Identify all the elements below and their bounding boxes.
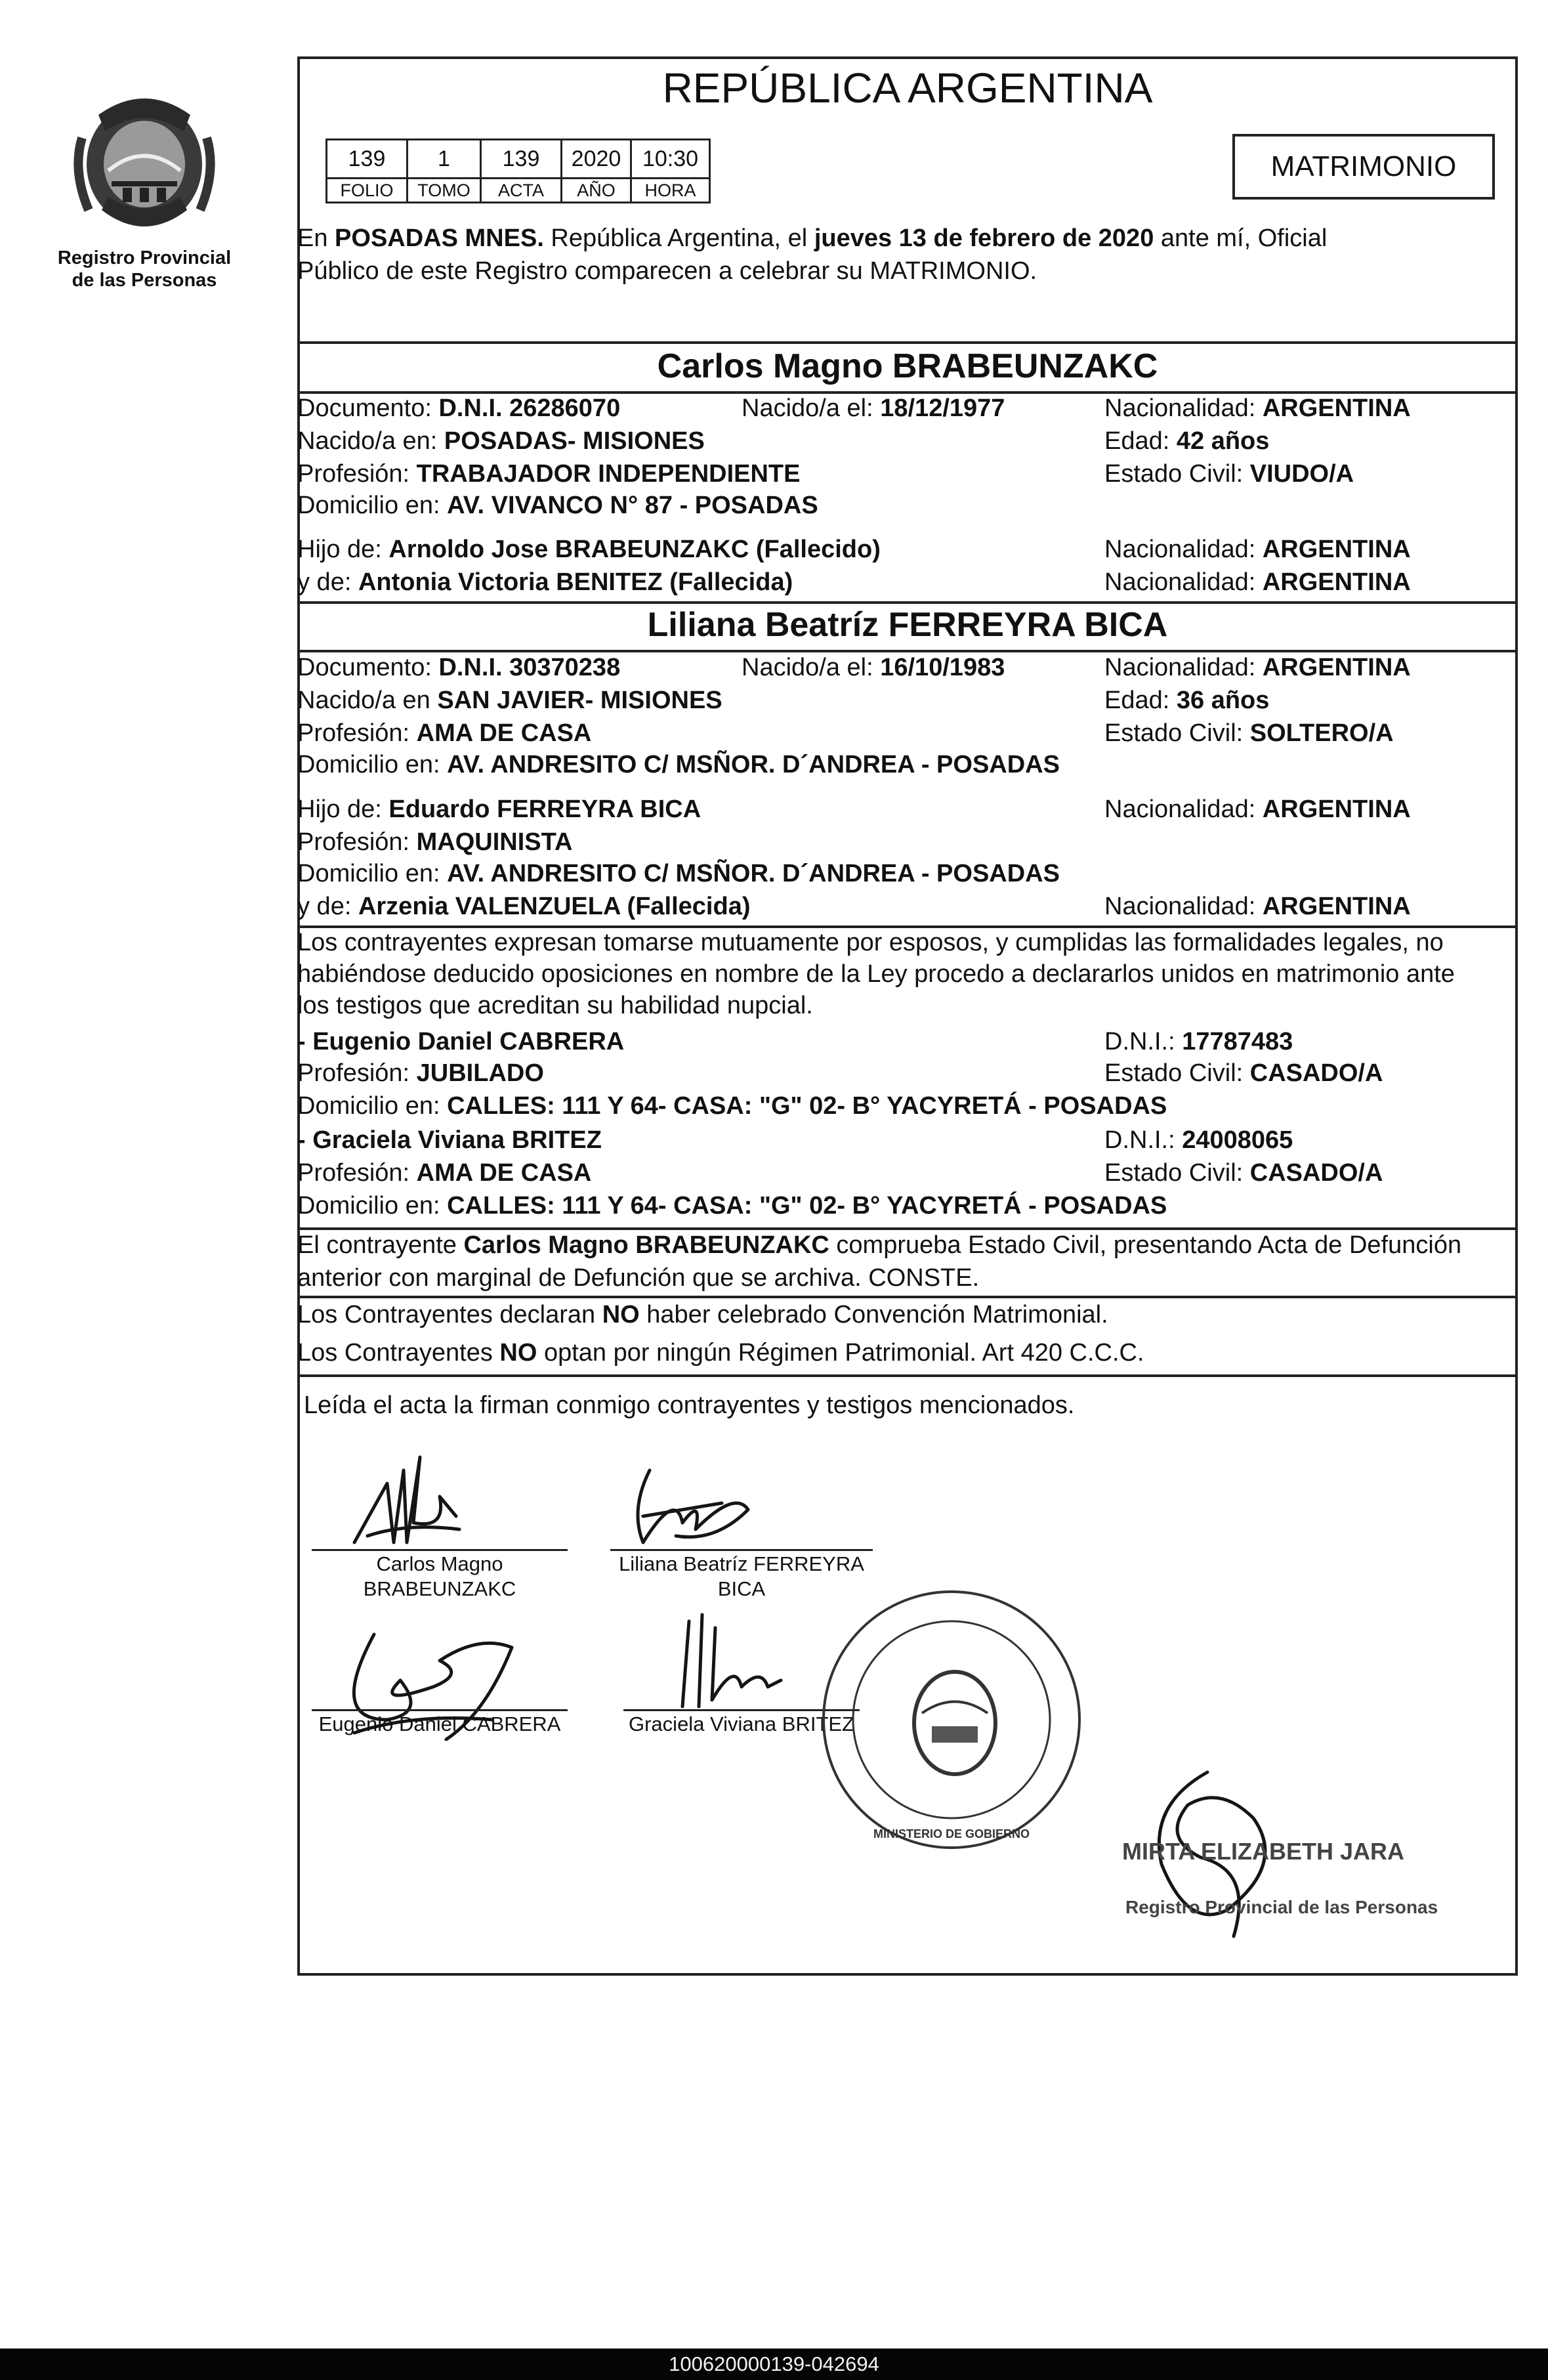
field-value: MAQUINISTA [416,828,573,856]
divider [297,601,1518,604]
spouse1-estado-civil [1104,457,1354,490]
spouse2-nacido-el [742,651,1005,684]
field-value: Antonia Victoria BENITEZ (Fallecida) [358,568,793,596]
intro-date: jueves 13 de febrero de 2020 [814,224,1154,252]
spouse1-madre [297,566,793,599]
field-value: SOLTERO/A [1249,719,1394,747]
svg-text:MINISTERIO DE GOBIERNO: MINISTERIO DE GOBIERNO [873,1827,1030,1840]
intro-text: En [297,224,335,252]
field-label: Profesión: [297,828,417,856]
convention-text: Los Contrayentes [297,1339,500,1367]
field-label: Estado Civil: [1104,719,1250,747]
convention-text: optan por ningún Régimen Patrimonial. Art 420 C.C.C. [537,1339,1144,1367]
field-label: Estado Civil: [1104,460,1250,488]
field-label: Nacionalidad: [1104,893,1263,920]
field-value: ARGENTINA [1262,654,1411,681]
field-value: ARGENTINA [1262,394,1411,422]
acta-label: ACTA [481,179,562,203]
witness1-profesion [297,1057,544,1090]
note-line-1 [297,1229,1461,1262]
field-value: AV. VIVANCO N° 87 - POSADAS [447,492,818,519]
field-label: Nacido/a en [297,687,438,714]
divider [297,341,1518,344]
document-id-bar: 100620000139-042694 [0,2348,1548,2380]
divider [297,1374,1518,1377]
field-label: Domicilio en: [297,1192,448,1220]
convention-no: NO [602,1301,640,1328]
field-label: Profesión: [297,1059,417,1087]
officer-name: MIRTA ELIZABETH JARA [1122,1838,1404,1865]
field-value: VIUDO/A [1249,460,1354,488]
folio-value: 139 [327,140,408,179]
field-value: POSADAS- MISIONES [444,427,705,455]
intro-place: POSADAS MNES. [335,224,544,252]
field-value: CASADO/A [1249,1059,1383,1087]
field-label: D.N.I.: [1104,1028,1182,1055]
field-value: SAN JAVIER- MISIONES [437,687,722,714]
field-value: 16/10/1983 [880,654,1005,681]
hora-label: HORA [631,179,710,203]
field-label: Nacionalidad: [1104,536,1263,563]
hora-value: 10:30 [631,140,710,179]
signature-line [610,1549,873,1551]
field-label: Nacionalidad: [1104,394,1263,422]
spouse2-name: Liliana Beatríz FERREYRA BICA [647,606,1168,644]
signature-carlos [341,1444,558,1556]
field-value: AV. ANDRESITO C/ MSÑOR. D´ANDREA - POSADAS [447,751,1060,778]
tomo-label: TOMO [408,179,481,203]
spouse2-padre [297,793,701,826]
field-value: AMA DE CASA [416,1159,592,1187]
note-text: comprueba Estado Civil, presentando Acta de Defunción [829,1231,1462,1259]
intro-text: República Argentina, el [543,224,814,252]
field-label: Nacido/a en: [297,427,444,455]
field-label: Domicilio en: [297,860,448,887]
note-line-2: anterior con marginal de Defunción que se archiva. CONSTE. [297,1264,980,1292]
anio-value: 2020 [562,140,631,179]
declaration-line: Los contrayentes expresan tomarse mutuamente por esposos, y cumplidas las formalidades legales, no [297,929,1444,956]
field-label: y de: [297,568,358,596]
signature-name: BICA [717,1577,766,1600]
signature-caption-carlos [312,1552,568,1602]
field-label: Profesión: [297,719,417,747]
witness2-domicilio [297,1189,1167,1222]
folio-label: FOLIO [327,179,408,203]
field-value: D.N.I. 30370238 [438,654,621,681]
witness2-name: - Graciela Viviana BRITEZ [297,1126,602,1154]
witness1-name: - Eugenio Daniel CABRERA [297,1028,625,1055]
field-value: Eduardo FERREYRA BICA [388,796,701,823]
register-values-row [327,140,710,179]
spouse1-padre [297,533,881,566]
field-value: 36 años [1176,687,1270,714]
field-label: Domicilio en: [297,751,448,778]
signature-graciela [663,1608,814,1720]
signature-name: Carlos Magno [376,1552,503,1575]
witness2-dni [1104,1124,1293,1157]
signature-caption-eugenio: Eugenio Daniel CABRERA [318,1712,561,1735]
acta-value: 139 [481,140,562,179]
field-value: ARGENTINA [1262,536,1411,563]
register-labels-row [327,179,710,203]
convention-text: Los Contrayentes declaran [297,1301,602,1328]
note-name: Carlos Magno BRABEUNZAKC [463,1231,829,1259]
register-table [325,138,711,203]
field-value: CALLES: 111 Y 64- CASA: "G" 02- B° YACYRETÁ - POSADAS [447,1092,1167,1120]
field-label: Profesión: [297,1159,417,1187]
registry-caption-line2: de las Personas [72,270,217,291]
declaration-paragraph [297,927,1518,1021]
signature-name: Liliana Beatríz FERREYRA [619,1552,864,1575]
field-value: CALLES: 111 Y 64- CASA: "G" 02- B° YACYRETÁ - POSADAS [447,1192,1167,1220]
field-value: D.N.I. 26286070 [438,394,621,422]
signature-caption-graciela: Graciela Viviana BRITEZ [629,1712,854,1735]
convention-no: NO [499,1339,537,1367]
witness2-estado-civil [1104,1157,1383,1189]
field-value: 24008065 [1182,1126,1293,1154]
spouse2-padre-nacionalidad [1104,793,1411,826]
signature-liliana [604,1451,774,1556]
field-value: 17787483 [1182,1028,1293,1055]
field-label: Edad: [1104,687,1177,714]
spouse2-estado-civil [1104,717,1394,750]
registry-caption [39,247,249,291]
convention-line-2 [297,1336,1144,1369]
spouse2-profesion [297,717,591,750]
officer-title: Registro Provincial de las Personas [1125,1897,1438,1917]
note-text: El contrayente [297,1231,464,1259]
witness1-dni [1104,1025,1293,1058]
field-label: Edad: [1104,427,1177,455]
field-value: ARGENTINA [1262,568,1411,596]
declaration-line: los testigos que acreditan su habilidad nupcial. [297,992,813,1019]
witness1-estado-civil [1104,1057,1383,1090]
field-label: Profesión: [297,460,417,488]
spouse1-profesion [297,457,800,490]
closing-text: Leída el acta la firman conmigo contrayentes y testigos mencionados. [304,1392,1075,1419]
field-value: CASADO/A [1249,1159,1383,1187]
convention-line-1 [297,1298,1108,1331]
official-stamp [814,1582,1089,1858]
spouse2-madre-nacionalidad [1104,890,1411,923]
field-value: AMA DE CASA [416,719,592,747]
declaration-line: habiéndose deducido oposiciones en nombre de la Ley procedo a declararlos unidos en matrimonio ante [297,960,1455,988]
record-type-box: MATRIMONIO [1232,134,1495,200]
field-value: 18/12/1977 [880,394,1005,422]
spouse2-domicilio [297,748,1060,781]
field-label: Hijo de: [297,796,389,823]
anio-label: AÑO [562,179,631,203]
spouse1-nacionalidad [1104,392,1411,425]
field-value: TRABAJADOR INDEPENDIENTE [416,460,801,488]
field-label: Nacionalidad: [1104,796,1263,823]
spouse1-padre-nacionalidad [1104,533,1411,566]
field-label: Nacido/a el: [742,394,881,422]
intro-line-1 [297,222,1327,255]
page-title: REPÚBLICA ARGENTINA [662,64,1153,112]
field-value: 42 años [1176,427,1270,455]
field-label: Estado Civil: [1104,1159,1250,1187]
misiones-seal-logo [62,79,226,243]
field-value: ARGENTINA [1262,893,1411,920]
registry-logo-block [39,79,249,291]
spouse1-nacido-el [742,392,1005,425]
spouse2-madre [297,890,751,923]
spouse1-domicilio [297,489,818,522]
convention-text: haber celebrado Convención Matrimonial. [639,1301,1108,1328]
spouse1-name: Carlos Magno BRABEUNZAKC [657,347,1158,385]
field-label: y de: [297,893,358,920]
spouse2-nacionalidad [1104,651,1411,684]
spouse2-padre-domicilio [297,857,1060,890]
field-label: Hijo de: [297,536,389,563]
field-value: Arzenia VALENZUELA (Fallecida) [358,893,751,920]
field-label: Nacido/a el: [742,654,881,681]
field-value: ARGENTINA [1262,796,1411,823]
signature-name: BRABEUNZAKC [363,1577,516,1600]
intro-line-2: Público de este Registro comparecen a celebrar su MATRIMONIO. [297,257,1037,285]
field-label: Estado Civil: [1104,1059,1250,1087]
signature-line [312,1709,568,1711]
field-value: JUBILADO [416,1059,544,1087]
signature-line [312,1549,568,1551]
tomo-value: 1 [408,140,481,179]
intro-text: ante mí, Oficial [1154,224,1328,252]
field-label: Documento: [297,654,439,681]
field-label: D.N.I.: [1104,1126,1182,1154]
field-label: Domicilio en: [297,1092,448,1120]
field-label: Domicilio en: [297,492,448,519]
field-label: Nacionalidad: [1104,568,1263,596]
spouse2-edad [1104,684,1269,717]
witness1-domicilio [297,1090,1167,1122]
spouse2-documento [297,651,620,684]
field-value: Arnoldo Jose BRABEUNZAKC (Fallecido) [388,536,881,563]
field-value: AV. ANDRESITO C/ MSÑOR. D´ANDREA - POSADAS [447,860,1060,887]
spouse1-madre-nacionalidad [1104,566,1411,599]
spouse1-documento [297,392,620,425]
registry-caption-line1: Registro Provincial [57,247,232,268]
field-label: Documento: [297,394,439,422]
spouse1-edad [1104,425,1269,457]
spouse2-nacido-en [297,684,722,717]
witness2-profesion [297,1157,591,1189]
field-label: Nacionalidad: [1104,654,1263,681]
spouse2-padre-profesion [297,826,573,859]
spouse1-nacido-en [297,425,705,457]
